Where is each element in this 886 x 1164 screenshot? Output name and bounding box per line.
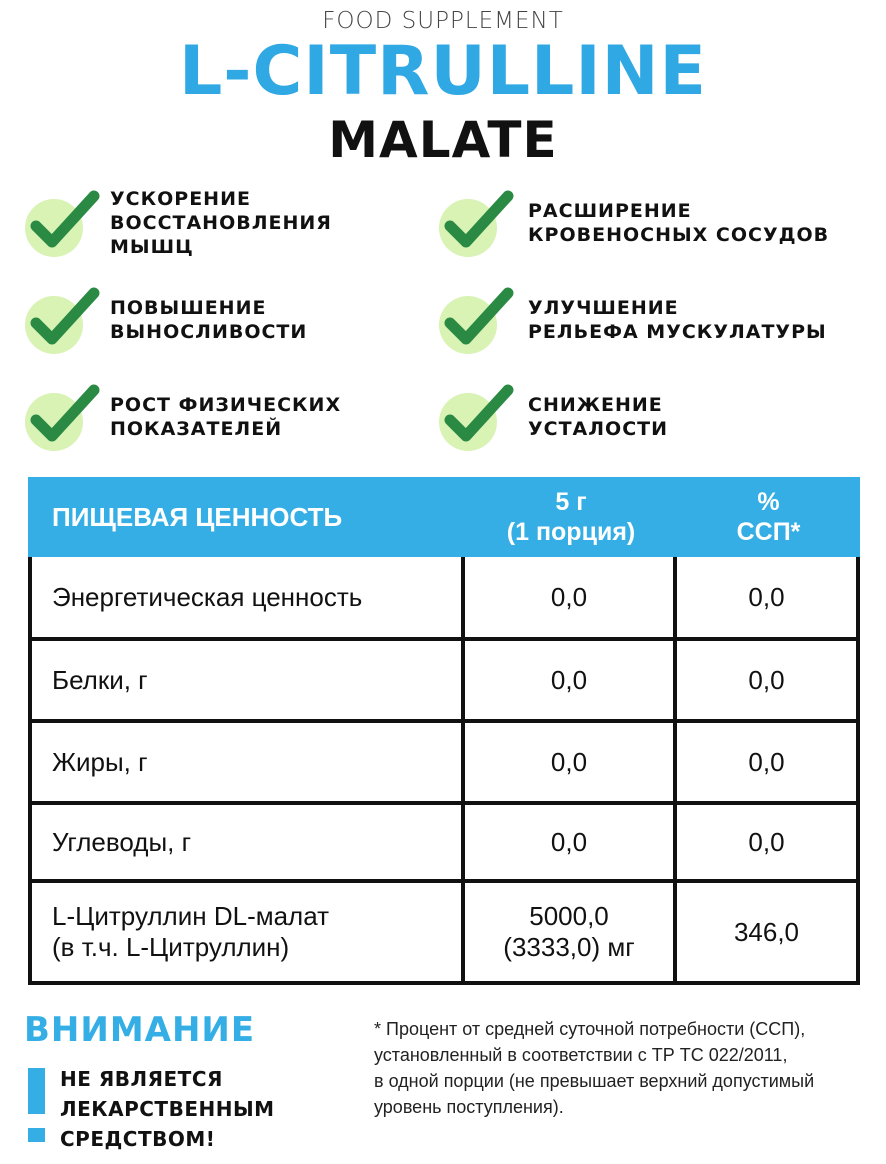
warning-title: ВНИМАНИЕ bbox=[24, 1010, 256, 1050]
benefit-item bbox=[22, 186, 332, 260]
table-row bbox=[28, 883, 860, 985]
nutrient-name: Жиры, г bbox=[28, 723, 465, 801]
warning-line: НЕ ЯВЛЯЕТСЯ bbox=[60, 1067, 223, 1091]
benefit-item bbox=[436, 186, 829, 260]
portion-value: 0,0 bbox=[465, 641, 677, 719]
warning-line: ЛЕКАРСТВЕННЫМ bbox=[60, 1097, 275, 1121]
benefit-item bbox=[436, 283, 827, 357]
benefit-line: ПОКАЗАТЕЛЕЙ bbox=[110, 418, 283, 440]
benefit-line: УСТАЛОСТИ bbox=[528, 418, 668, 440]
footnote bbox=[374, 1016, 874, 1120]
check-icon bbox=[436, 283, 518, 357]
benefit-line: УСКОРЕНИЕ bbox=[110, 188, 251, 210]
footnote-line: установленный в соответствии с ТР ТС 022/2011, bbox=[374, 1045, 788, 1065]
header-percent-line: ССП* bbox=[736, 518, 801, 546]
nutrient-name bbox=[28, 883, 465, 981]
header-percent-line: % bbox=[757, 488, 780, 516]
nutrient-name: Белки, г bbox=[28, 641, 465, 719]
benefit-line: ВОССТАНОВЛЕНИЯ bbox=[110, 212, 332, 234]
benefit-line: КРОВЕНОСНЫХ СОСУДОВ bbox=[528, 224, 830, 246]
product-subtitle: MALATE bbox=[328, 111, 558, 169]
header-portion-line: (1 порция) bbox=[506, 518, 636, 546]
portion-value-line: 5000,0 bbox=[529, 901, 609, 931]
portion-value bbox=[465, 883, 677, 981]
check-icon bbox=[22, 283, 104, 357]
portion-value: 0,0 bbox=[465, 723, 677, 801]
header-portion-line: 5 г bbox=[555, 488, 587, 516]
percent-value: 0,0 bbox=[677, 805, 860, 879]
benefit-line: РОСТ ФИЗИЧЕСКИХ bbox=[110, 394, 342, 416]
benefit-line: УЛУЧШЕНИЕ bbox=[528, 297, 679, 319]
benefit-line: РАСШИРЕНИЕ bbox=[528, 200, 692, 222]
footnote-line: уровень поступления). bbox=[374, 1097, 564, 1117]
benefit-item bbox=[22, 283, 307, 357]
table-header bbox=[28, 477, 860, 557]
benefit-item bbox=[22, 380, 341, 454]
table-row bbox=[28, 641, 860, 723]
nutrient-name-line: (в т.ч. L-Цитруллин) bbox=[52, 932, 290, 962]
benefit-line: СНИЖЕНИЕ bbox=[528, 394, 663, 416]
product-title: L-CITRULLINE bbox=[178, 32, 708, 111]
benefit-line: ПОВЫШЕНИЕ bbox=[110, 297, 267, 319]
benefit-line: ВЫНОСЛИВОСТИ bbox=[110, 321, 308, 343]
food-supplement-label: FOOD SUPPLEMENT bbox=[322, 8, 564, 34]
check-icon bbox=[22, 186, 104, 260]
table-row bbox=[28, 557, 860, 641]
portion-value: 0,0 bbox=[465, 805, 677, 879]
nutrient-name: Энергетическая ценность bbox=[28, 557, 465, 637]
benefit-item bbox=[436, 380, 668, 454]
benefit-line: МЫШЦ bbox=[110, 236, 194, 258]
percent-value: 0,0 bbox=[677, 641, 860, 719]
table-row bbox=[28, 723, 860, 805]
table-row bbox=[28, 805, 860, 883]
warning-bar bbox=[28, 1068, 45, 1114]
warning-bar-square bbox=[28, 1128, 45, 1142]
check-icon bbox=[436, 380, 518, 454]
benefit-line: РЕЛЬЕФА МУСКУЛАТУРЫ bbox=[528, 321, 827, 343]
portion-value: 0,0 bbox=[465, 557, 677, 637]
percent-value: 0,0 bbox=[677, 723, 860, 801]
portion-value-line: (3333,0) мг bbox=[503, 932, 635, 962]
check-icon bbox=[22, 380, 104, 454]
header-nutrition-value: ПИЩЕВАЯ ЦЕННОСТЬ bbox=[52, 502, 343, 532]
header-percent bbox=[677, 477, 860, 557]
check-icon bbox=[436, 186, 518, 260]
warning-text bbox=[60, 1064, 275, 1154]
percent-value: 346,0 bbox=[677, 883, 860, 981]
nutrient-name: Углеводы, г bbox=[28, 805, 465, 879]
footnote-line: в одной порции (не превышает верхний допустимый bbox=[374, 1071, 815, 1091]
percent-value: 0,0 bbox=[677, 557, 860, 637]
nutrient-name-line: L-Цитруллин DL-малат bbox=[52, 901, 330, 931]
footnote-line: * Процент от средней суточной потребности (ССП), bbox=[374, 1019, 806, 1039]
header-portion bbox=[465, 477, 677, 557]
warning-line: СРЕДСТВОМ! bbox=[60, 1127, 216, 1151]
